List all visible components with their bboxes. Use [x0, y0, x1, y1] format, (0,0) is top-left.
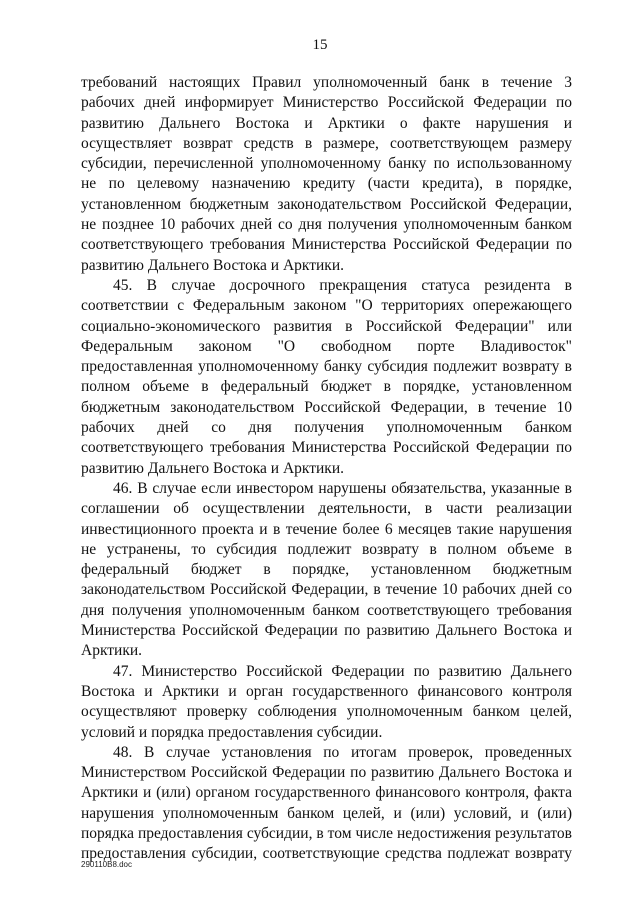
- paragraph-46: 46. В случае если инвестором нарушены обязательства, указанные в соглашении об осуществлении деятельности, в части реализации инвестиционного проекта и в течение более 6 месяцев такие нарушения не устранены, то субсидия подлежит возврату в полном объеме в федеральный бюджет в порядке, установленном бюджетным законодательством Российской Федерации, в течение 10 рабочих дней со дня получения уполномоченным банком соответствующего требования Министерства Российской Федерации по развитию Дальнего Востока и Арктики.: [81, 479, 572, 660]
- paragraph-48: 48. В случае установления по итогам проверок, проведенных Министерством Российской Федерации по развитию Дальнего Востока и Арктики и (или) органом государственного финансового контроля, факта нарушения уполномоченным банком целей, и (или) условий, и (или) порядка предоставления субсидии, в том числе недостижения результатов предоставления субсидии, соответствующие средства подлежат возврату: [81, 743, 572, 863]
- document-body: [81, 73, 572, 865]
- file-code: 290110B8.doc: [81, 860, 133, 869]
- paragraph-45: 45. В случае досрочного прекращения статуса резидента в соответствии с Федеральным законом "О территориях опережающего социально-экономического развития в Российской Федерации" или Федеральным законом "О свободном порте Владивосток" предоставленная уполномоченному банку субсидия подлежит возврату в полном объеме в федеральный бюджет в порядке, установленном бюджетным законодательством Российской Федерации, в течение 10 рабочих дней со дня получения уполномоченным банком соответствующего требования Министерства Российской Федерации по развитию Дальнего Востока и Арктики.: [81, 276, 572, 477]
- paragraph-continuation: требований настоящих Правил уполномоченный банк в течение 3 рабочих дней информирует Министерство Российской Федерации по развитию Дальнего Востока и Арктики о факте нарушения и осуществляет возврат средств в размере, соответствующем размеру субсидии, перечисленной уполномоченному банку по использованному не по целевому назначению кредиту (части кредита), в порядке, установленном бюджетным законодательством Российской Федерации, не позднее 10 рабочих дней со дня получения уполномоченным банком соответствующего требования Министерства Российской Федерации по развитию Дальнего Востока и Арктики.: [81, 74, 572, 274]
- paragraph-47: 47. Министерство Российской Федерации по развитию Дальнего Востока и Арктики и орган государственного финансового контроля осуществляют проверку соблюдения уполномоченным банком целей, условий и порядка предоставления субсидии.: [81, 662, 572, 741]
- page-number: 15: [312, 37, 328, 53]
